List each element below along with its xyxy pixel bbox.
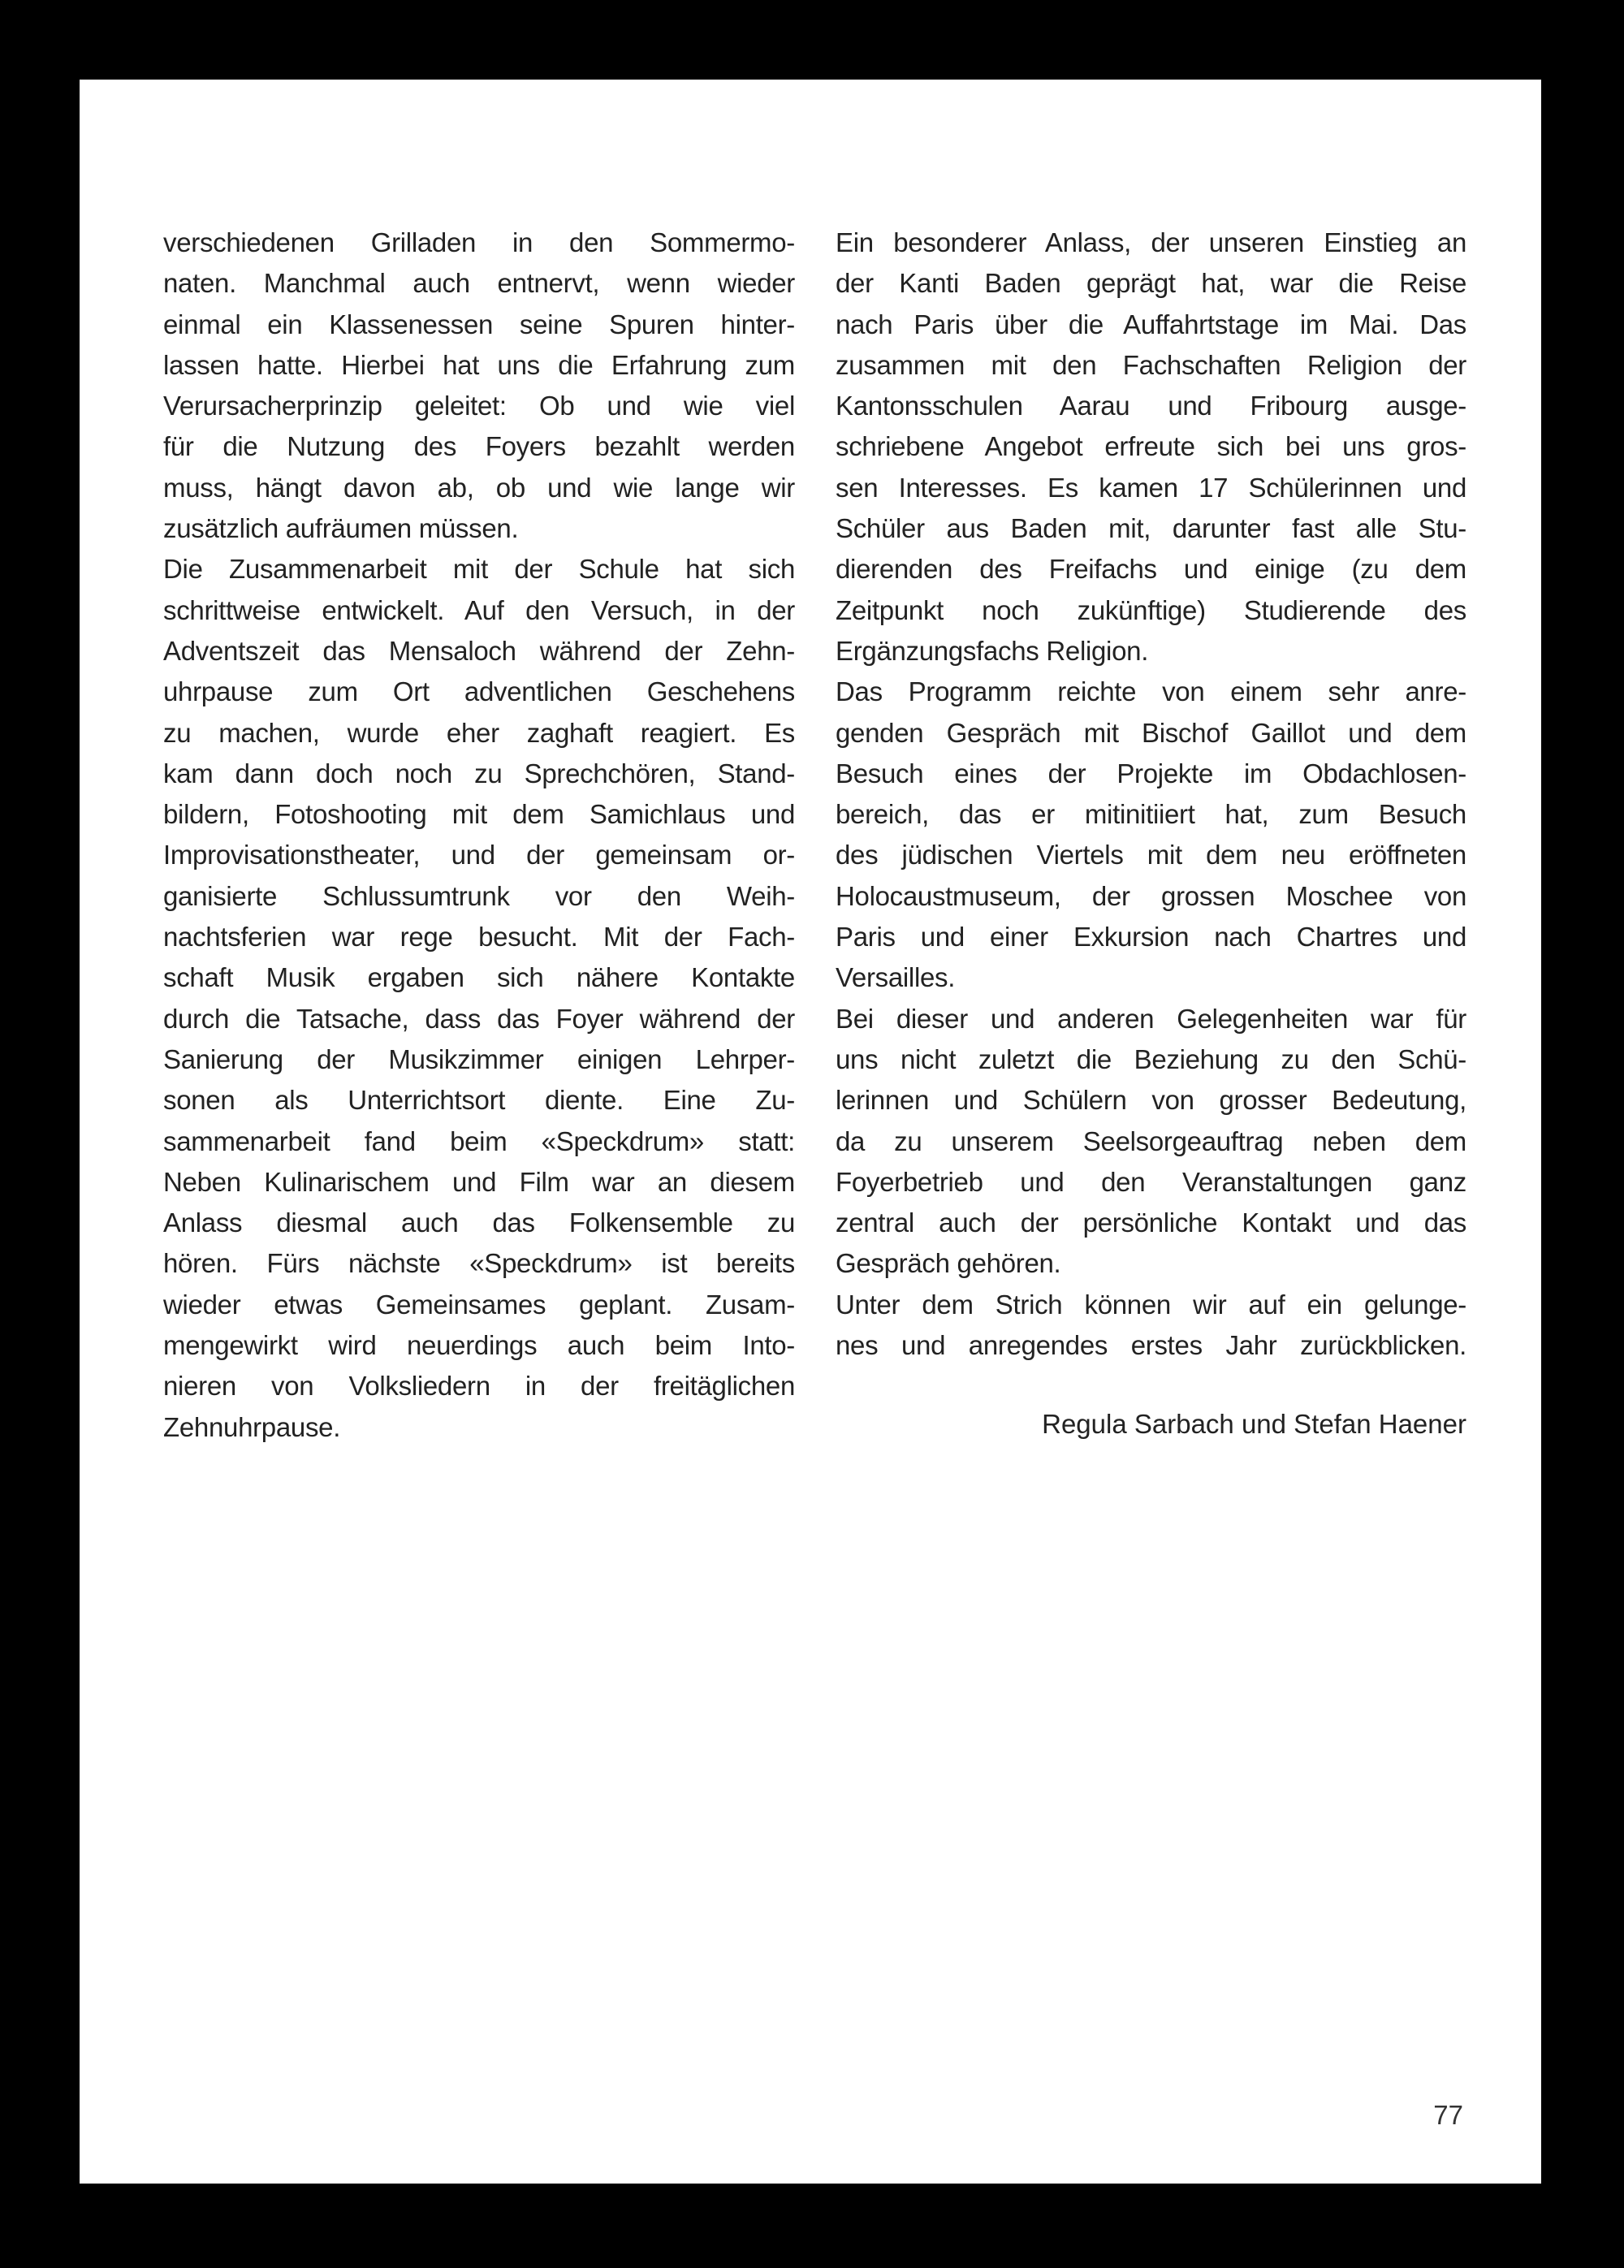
text-line: bereich, das er mitinitiiert hat, zum Besuch [836, 799, 1466, 830]
page-number: 77 [1433, 2100, 1463, 2130]
text-line: hören. Fürs nächste «Speckdrum» ist bereits [163, 1248, 795, 1279]
text-line: Improvisationstheater, und der gemeinsam or- [163, 840, 795, 870]
text-line: Schüler aus Baden mit, darunter fast alle Stu- [836, 513, 1466, 544]
text-line: uhrpause zum Ort adventlichen Geschehens [163, 676, 795, 707]
text-line: Zeitpunkt noch zukünftige) Studierende des [836, 594, 1466, 625]
text-line: Neben Kulinarischem und Film war an diesem [163, 1166, 795, 1197]
text-line: mengewirkt wird neuerdings auch beim Into- [163, 1330, 795, 1361]
text-line: der Kanti Baden geprägt hat, war die Reise [836, 268, 1466, 299]
text-line: wieder etwas Gemeinsames geplant. Zusam- [163, 1289, 795, 1320]
text-line: Adventszeit das Mensaloch während der Zehn- [163, 635, 795, 666]
text-line: Ein besonderer Anlass, der unseren Einstieg an [836, 227, 1466, 257]
text-line: verschiedenen Grilladen in den Sommermo- [163, 227, 795, 257]
text-line: Die Zusammenarbeit mit der Schule hat sich [163, 554, 795, 585]
left-text-column [163, 222, 795, 1448]
text-line: Das Programm reichte von einem sehr anre- [836, 676, 1466, 707]
text-line: Paris und einer Exkursion nach Chartres und [836, 922, 1466, 953]
document-page [80, 80, 1541, 2184]
text-line: Zehnuhrpause. [163, 1411, 341, 1442]
text-line: dierenden des Freifachs und einige (zu dem [836, 554, 1466, 585]
text-line: sonen als Unterrichtsort diente. Eine Zu- [163, 1085, 795, 1116]
text-line: nachtsferien war rege besucht. Mit der Fach- [163, 922, 795, 953]
text-line: für die Nutzung des Foyers bezahlt werden [163, 431, 795, 462]
text-line: schaft Musik ergaben sich nähere Kontakte [163, 962, 795, 993]
text-line: zusammen mit den Fachschaften Religion der [836, 349, 1466, 380]
text-line: lassen hatte. Hierbei hat uns die Erfahrung zum [163, 349, 795, 380]
text-line: kam dann doch noch zu Sprechchören, Stand- [163, 758, 795, 788]
text-line: Sanierung der Musikzimmer einigen Lehrper- [163, 1043, 795, 1074]
text-line: Verursacherprinzip geleitet: Ob und wie viel [163, 391, 795, 421]
text-line: Unter dem Strich können wir auf ein gelunge- [836, 1289, 1466, 1320]
text-line: zentral auch der persönliche Kontakt und das [836, 1207, 1466, 1238]
text-line: zu machen, wurde eher zaghaft reagiert. Es [163, 717, 795, 748]
text-line: uns nicht zuletzt die Beziehung zu den Schü- [836, 1043, 1466, 1074]
text-line: einmal ein Klassenessen seine Spuren hinter- [163, 309, 795, 339]
text-line: Holocaustmuseum, der grossen Moschee von [836, 880, 1466, 911]
text-line: da zu unserem Seelsorgeauftrag neben dem [836, 1125, 1466, 1156]
right-text-column [836, 222, 1466, 1366]
text-line: Gespräch gehören. [836, 1248, 1061, 1279]
text-line: Ergänzungsfachs Religion. [836, 635, 1149, 666]
text-line: naten. Manchmal auch entnervt, wenn wieder [163, 268, 795, 299]
text-line: sammenarbeit fand beim «Speckdrum» statt: [163, 1125, 795, 1156]
text-line: lerinnen und Schülern von grosser Bedeutung, [836, 1085, 1466, 1116]
author-signature: Regula Sarbach und Stefan Haener [1042, 1409, 1466, 1439]
text-line: Kantonsschulen Aarau und Fribourg ausge- [836, 391, 1466, 421]
text-line: Besuch eines der Projekte im Obdachlosen- [836, 758, 1466, 788]
text-line: zusätzlich aufräumen müssen. [163, 513, 519, 544]
text-line: Versailles. [836, 962, 956, 993]
text-line: schrittweise entwickelt. Auf den Versuch, in der [163, 594, 795, 625]
text-line: ganisierte Schlussumtrunk vor den Weih- [163, 880, 795, 911]
text-line: muss, hängt davon ab, ob und wie lange wir [163, 472, 795, 503]
text-line: nes und anregendes erstes Jahr zurückblicken. [836, 1330, 1466, 1361]
text-line: des jüdischen Viertels mit dem neu eröffneten [836, 840, 1466, 870]
text-line: nieren von Volksliedern in der freitäglichen [163, 1371, 795, 1402]
text-line: nach Paris über die Auffahrtstage im Mai. Das [836, 309, 1466, 339]
text-line: Anlass diesmal auch das Folkensemble zu [163, 1207, 795, 1238]
text-line: Bei dieser und anderen Gelegenheiten war für [836, 1003, 1466, 1034]
text-line: schriebene Angebot erfreute sich bei uns gros- [836, 431, 1466, 462]
text-line: Foyerbetrieb und den Veranstaltungen ganz [836, 1166, 1466, 1197]
text-line: bildern, Fotoshooting mit dem Samichlaus und [163, 799, 795, 830]
text-line: durch die Tatsache, dass das Foyer während der [163, 1003, 795, 1034]
text-line: sen Interesses. Es kamen 17 Schülerinnen und [836, 472, 1466, 503]
text-line: genden Gespräch mit Bischof Gaillot und dem [836, 717, 1466, 748]
